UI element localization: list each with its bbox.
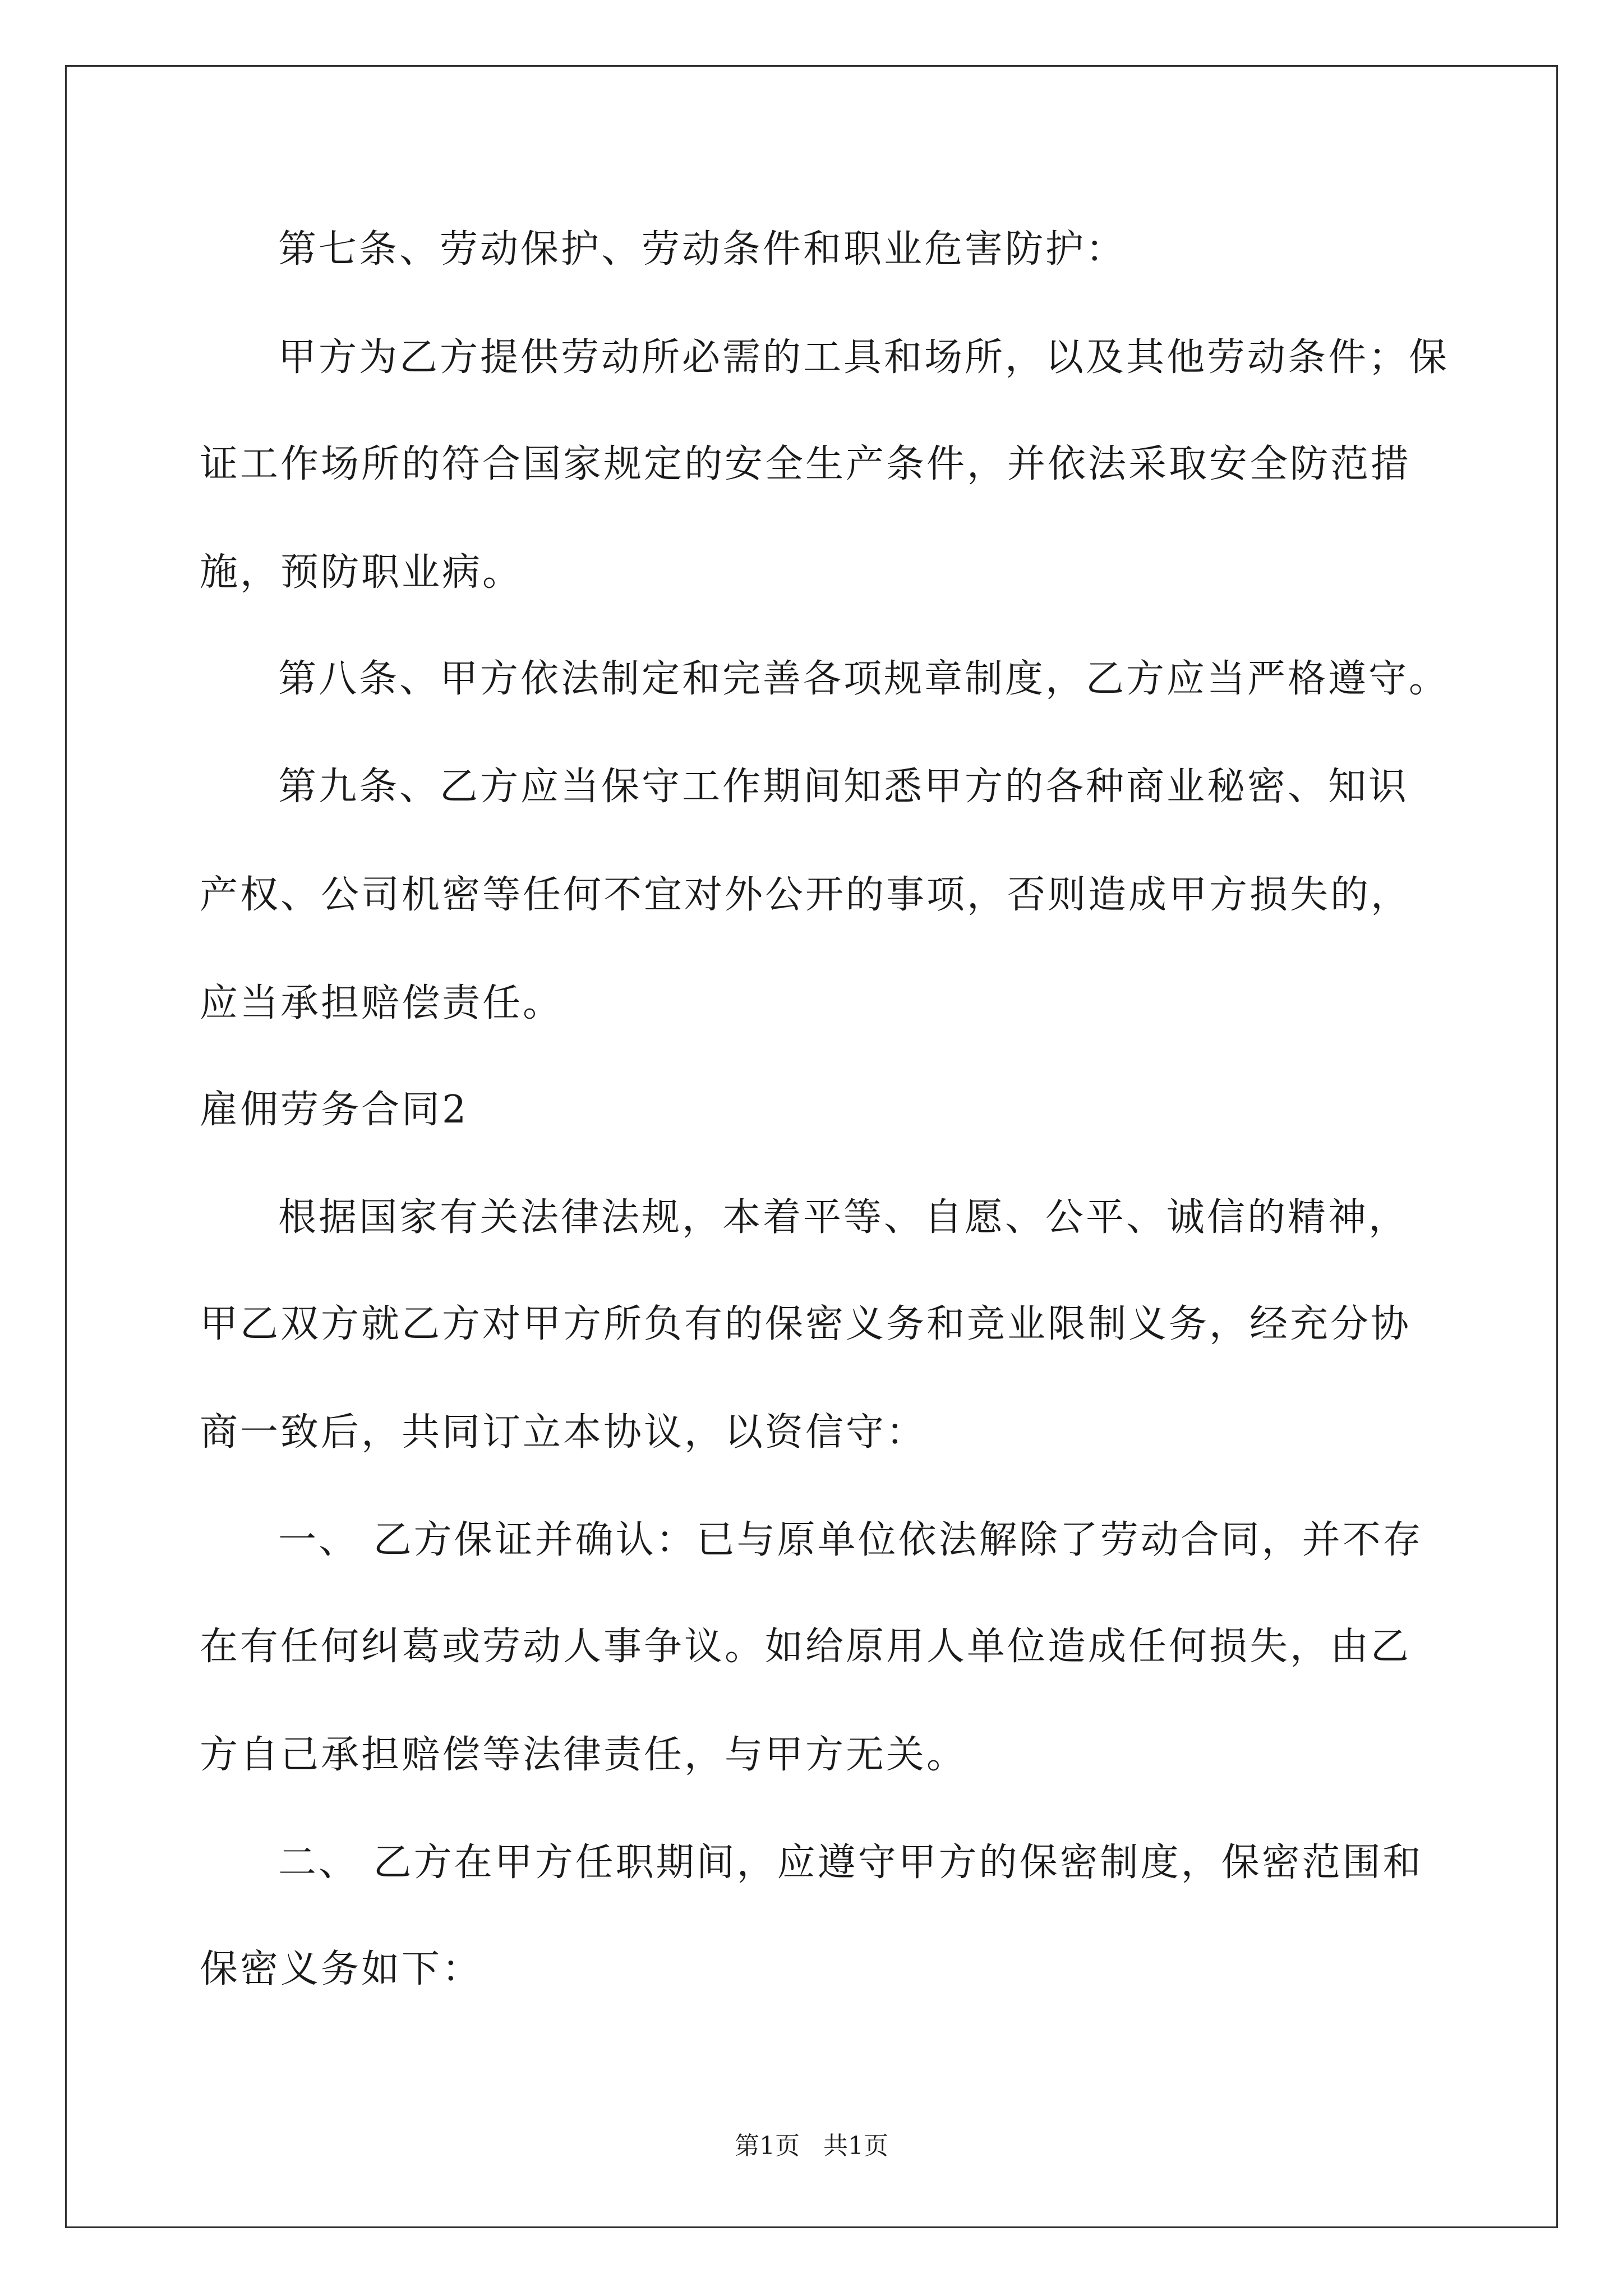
text-line: 甲乙双方就乙方对甲方所负有的保密义务和竞业限制义务，经充分协 [200,1302,1412,1346]
text-line: 保密义务如下： [200,1947,483,1991]
text-line: 第九条、乙方应当保守工作期间知悉甲方的各种商业秘密、知识 [278,765,1409,809]
text-line: 产权、公司机密等任何不宜对外公开的事项，否则造成甲方损失的， [200,873,1412,917]
page-number: 第1页 [735,2132,800,2160]
text-line: 一、 乙方保证并确认：已与原单位依法解除了劳动合同，并不存 [278,1518,1423,1562]
page-footer [0,2129,1623,2163]
text-line: 根据国家有关法律法规，本着平等、自愿、公平、诚信的精神， [278,1195,1409,1240]
text-line: 应当承担赔偿责任。 [200,981,564,1025]
page-border [65,65,1558,2228]
text-line: 第八条、甲方依法制定和完善各项规章制度，乙方应当严格遵守。 [278,657,1450,701]
text-line: 甲方为乙方提供劳动所必需的工具和场所，以及其他劳动条件；保 [278,335,1450,380]
text-line: 二、 乙方在甲方任职期间，应遵守甲方的保密制度，保密范围和 [278,1841,1423,1885]
page-total: 共1页 [823,2132,888,2160]
text-line: 商一致后，共同订立本协议，以资信守： [200,1410,927,1455]
section-heading: 雇佣劳务合同2 [200,1088,469,1132]
text-line: 在有任何纠葛或劳动人事争议。如给原用人单位造成任何损失，由乙 [200,1625,1412,1669]
text-line: 施，预防职业病。 [200,550,523,595]
text-line: 证工作场所的符合国家规定的安全生产条件，并依法采取安全防范措 [200,442,1412,486]
text-line: 第七条、劳动保护、劳动条件和职业危害防护： [278,227,1127,272]
text-line: 方自己承担赔偿等法律责任，与甲方无关。 [200,1733,967,1777]
